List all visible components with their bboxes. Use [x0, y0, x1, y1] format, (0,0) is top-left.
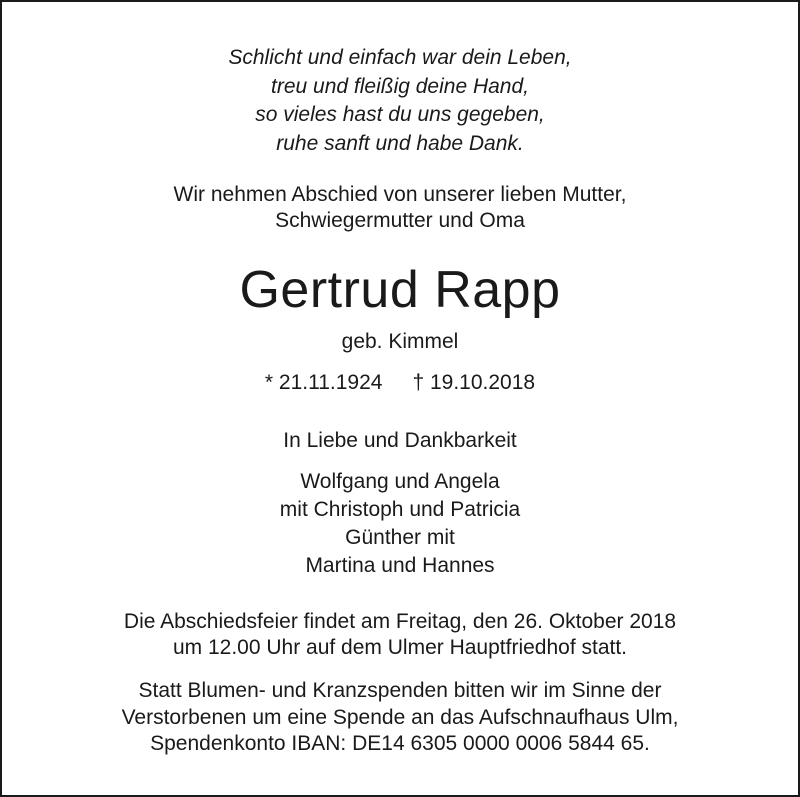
donation-line: Verstorbenen um eine Spende an das Aufschnaufhaus Ulm, [121, 705, 679, 729]
mourner-line: mit Christoph und Patricia [279, 498, 521, 521]
intro-line: Wir nehmen Abschied von unserer lieben Mutter, [173, 183, 627, 206]
deceased-name: Gertrud Rapp [239, 261, 561, 319]
poem-line: Schlicht und einfach war dein Leben, [228, 46, 572, 69]
poem [2, 44, 798, 159]
mourner-line: Wolfgang und Angela [300, 470, 500, 493]
donation-line: Statt Blumen- und Kranzspenden bitten wir im Sinne der [138, 679, 662, 702]
death-date: † 19.10.2018 [412, 371, 536, 394]
service-line: um 12.00 Uhr auf dem Ulmer Hauptfriedhof statt. [172, 636, 628, 659]
poem-line: treu und fleißig deine Hand, [271, 74, 529, 98]
maiden-name: geb. Kimmel [341, 330, 459, 353]
poem-line: so vieles hast du uns gegeben, [255, 103, 545, 127]
life-dates [2, 369, 798, 397]
service-line: Die Abschiedsfeier findet am Freitag, den 26. Oktober 2018 [123, 610, 677, 633]
mourners-list [2, 468, 798, 580]
donation-info [2, 678, 798, 758]
closing-phrase: In Liebe und Dankbarkeit [283, 429, 517, 452]
intro-line: Schwiegermutter und Oma [275, 209, 525, 232]
mourner-line: Martina und Hannes [305, 554, 495, 577]
farewell-intro [2, 182, 798, 234]
poem-line: ruhe sanft und habe Dank. [276, 132, 524, 156]
service-info [2, 609, 798, 661]
donation-line: Spendenkonto IBAN: DE14 6305 0000 0006 5844 65. [150, 732, 650, 755]
birth-date: * 21.11.1924 [264, 371, 383, 394]
mourner-line: Günther mit [345, 526, 455, 549]
